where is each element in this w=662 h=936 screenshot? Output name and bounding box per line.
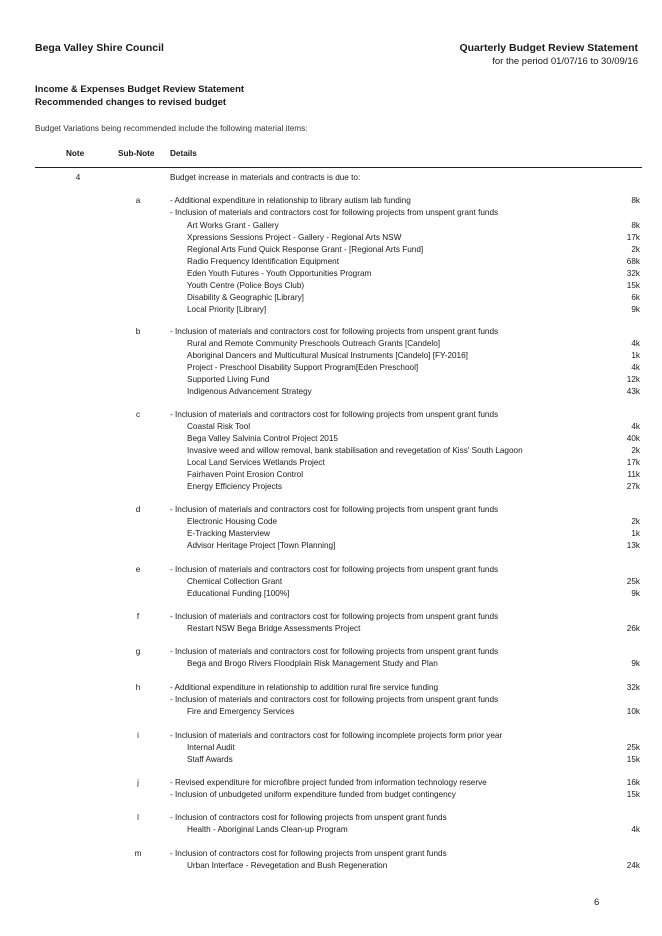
table-row [0,682,662,694]
details-cell: Bega Valley Salvinia Control Project 2015 [187,434,338,443]
details-cell: - Inclusion of materials and contractors cost for following projects from unspent grant funds [170,695,499,704]
amount-cell: 15k [626,281,640,290]
amount-cell: 9k [631,589,640,598]
details-cell: - Inclusion of materials and contractors cost for following projects from unspent grant funds [170,327,499,336]
table-row [0,623,662,635]
table-row [0,564,662,576]
amount-cell: 1k [631,529,640,538]
details-cell: - Inclusion of materials and contractors cost for following projects from unspent grant funds [170,505,499,514]
details-cell: - Inclusion of materials and contractors cost for following projects from unspent grant funds [170,410,499,419]
table-row [0,256,662,268]
amount-cell: 17k [626,233,640,242]
table-row [0,848,662,860]
details-cell: Internal Audit [187,743,235,752]
table-row [0,280,662,292]
table-row [0,860,662,872]
table-row [0,195,662,207]
page-number: 6 [594,897,600,908]
table-row [0,409,662,421]
amount-cell: 10k [626,707,640,716]
table-row [0,433,662,445]
amount-cell: 4k [631,339,640,348]
amount-cell: 43k [626,387,640,396]
council-name: Bega Valley Shire Council [35,42,164,54]
table-row [0,374,662,386]
amount-cell: 24k [626,861,640,870]
amount-cell: 17k [626,458,640,467]
table-row [0,516,662,528]
table-row [0,326,662,338]
table-row [0,172,662,184]
table-row [0,812,662,824]
details-cell: Invasive weed and willow removal, bank stabilisation and revegetation of Kiss' South Lagoon [187,446,523,455]
table-row [0,362,662,374]
table-row [0,504,662,516]
details-cell: Chemical Collection Grant [187,577,283,586]
details-cell: - Inclusion of contractors cost for following projects from unspent grant funds [170,849,447,858]
details-cell: Coastal Risk Tool [187,422,251,431]
amount-cell: 12k [626,375,640,384]
subnote-cell: e [135,565,141,574]
amount-cell: 27k [626,482,640,491]
details-cell: Eden Youth Futures - Youth Opportunities Program [187,269,372,278]
details-cell: Rural and Remote Community Preschools Outreach Grants [Candelo] [187,339,441,348]
intro-text: Budget Variations being recommended include the following material items: [35,124,308,133]
details-cell: Electronic Housing Code [187,517,278,526]
table-row [0,304,662,316]
details-cell: Radio Frequency Identification Equipment [187,257,340,266]
statement-title [35,83,244,109]
report-period: for the period 01/07/16 to 30/09/16 [492,56,638,67]
table-row [0,232,662,244]
statement-title-line1: Income & Expenses Budget Review Statement [35,84,245,95]
amount-cell: 9k [631,659,640,668]
statement-title-line2: Recommended changes to revised budget [35,97,227,108]
table-row [0,481,662,493]
details-cell: Budget increase in materials and contracts is due to: [170,173,361,182]
details-cell: - Inclusion of materials and contractors cost for following projects from unspent grant funds [170,647,499,656]
details-cell: - Inclusion of unbudgeted uniform expenditure funded from budget contingency [170,790,456,799]
details-cell: - Additional expenditure in relationship to library autism lab funding [170,196,411,205]
details-cell: - Additional expenditure in relationship to addition rural fire service funding [170,683,439,692]
column-header-details: Details [170,149,197,158]
details-cell: E-Tracking Masterview [187,529,270,538]
table-row [0,706,662,718]
subnote-cell: d [135,505,141,514]
details-cell: - Inclusion of materials and contractors cost for following projects from unspent grant funds [170,208,499,217]
details-cell: Educational Funding [100%] [187,589,290,598]
table-row [0,588,662,600]
report-title: Quarterly Budget Review Statement [459,42,638,54]
details-cell: Health - Aboriginal Lands Clean-up Program [187,825,348,834]
table-row [0,350,662,362]
column-header-note: Note [66,149,85,158]
amount-cell: 11k [627,470,640,479]
amount-cell: 9k [631,305,640,314]
amount-cell: 16k [626,778,640,787]
table-row [0,742,662,754]
details-cell: Energy Efficiency Projects [187,482,282,491]
amount-cell: 32k [626,269,640,278]
amount-cell: 68k [626,257,640,266]
column-header-subnote: Sub-Note [118,149,155,158]
table-row [0,244,662,256]
details-cell: - Inclusion of contractors cost for following projects from unspent grant funds [170,813,447,822]
details-cell: Youth Centre (Police Boys Club) [187,281,305,290]
subnote-cell: i [137,731,139,740]
details-cell: Fairhaven Point Erosion Control [187,470,304,479]
amount-cell: 2k [631,446,640,455]
table-row [0,658,662,670]
subnote-cell: f [136,612,140,621]
table-row [0,445,662,457]
details-cell: - Inclusion of materials and contractors cost for following projects from unspent grant funds [170,565,499,574]
subnote-cell: a [135,196,141,205]
subnote-cell: j [137,778,139,787]
table-row [0,540,662,552]
details-cell: Fire and Emergency Services [187,707,295,716]
amount-cell: 15k [626,790,640,799]
amount-cell: 8k [631,221,640,230]
header-divider [35,167,642,168]
table-row [0,528,662,540]
details-cell: - Inclusion of materials and contractors cost for following projects from unspent grant funds [170,612,499,621]
note-cell: 4 [75,173,81,182]
amount-cell: 25k [626,743,640,752]
table-row [0,789,662,801]
amount-cell: 13k [626,541,640,550]
table-row [0,421,662,433]
table-row [0,386,662,398]
details-cell: Indigenous Advancement Strategy [187,387,312,396]
details-cell: Project - Preschool Disability Support Program[Eden Preschool] [187,363,419,372]
subnote-cell: m [134,849,142,858]
details-cell: - Inclusion of materials and contractors cost for following incomplete projects form prior year [170,731,503,740]
amount-cell: 40k [626,434,640,443]
details-cell: Art Works Grant - Gallery [187,221,279,230]
table-row [0,754,662,766]
amount-cell: 32k [626,683,640,692]
amount-cell: 1k [631,351,640,360]
table-row [0,338,662,350]
table-row [0,469,662,481]
amount-cell: 26k [626,624,640,633]
details-cell: Xpressions Sessions Project - Gallery - Regional Arts NSW [187,233,402,242]
subnote-cell: g [135,647,141,656]
table-row [0,824,662,836]
subnote-cell: c [135,410,141,419]
subnote-cell: b [135,327,141,336]
amount-cell: 25k [626,577,640,586]
details-cell: Aboriginal Dancers and Multicultural Musical Instruments [Candelo] [FY-2016] [187,351,468,360]
details-cell: Local Land Services Wetlands Project [187,458,325,467]
amount-cell: 4k [631,422,640,431]
details-cell: Advisor Heritage Project [Town Planning] [187,541,336,550]
table-row [0,457,662,469]
amount-cell: 6k [631,293,640,302]
details-cell: Regional Arts Fund Quick Response Grant - [Regional Arts Fund] [187,245,424,254]
table-row [0,777,662,789]
details-cell: Disability & Geographic [Library] [187,293,304,302]
amount-cell: 15k [626,755,640,764]
table-row [0,611,662,623]
details-cell: - Revised expenditure for microfibre project funded from information technology reserve [170,778,487,787]
details-cell: Supported Living Fund [187,375,270,384]
amount-cell: 4k [631,363,640,372]
table-row [0,576,662,588]
table-row [0,220,662,232]
subnote-cell: h [135,683,141,692]
details-cell: Restart NSW Bega Bridge Assessments Project [187,624,361,633]
details-cell: Urban Interface - Revegetation and Bush Regeneration [187,861,388,870]
table-row [0,292,662,304]
table-row [0,268,662,280]
subnote-cell: l [137,813,139,822]
table-row [0,207,662,219]
details-cell: Staff Awards [187,755,233,764]
amount-cell: 8k [631,196,640,205]
table-row [0,694,662,706]
amount-cell: 2k [631,245,640,254]
table-row [0,730,662,742]
details-cell: Bega and Brogo Rivers Floodplain Risk Management Study and Plan [187,659,438,668]
amount-cell: 4k [631,825,640,834]
table-row [0,646,662,658]
details-cell: Local Priority [Library] [187,305,267,314]
amount-cell: 2k [631,517,640,526]
